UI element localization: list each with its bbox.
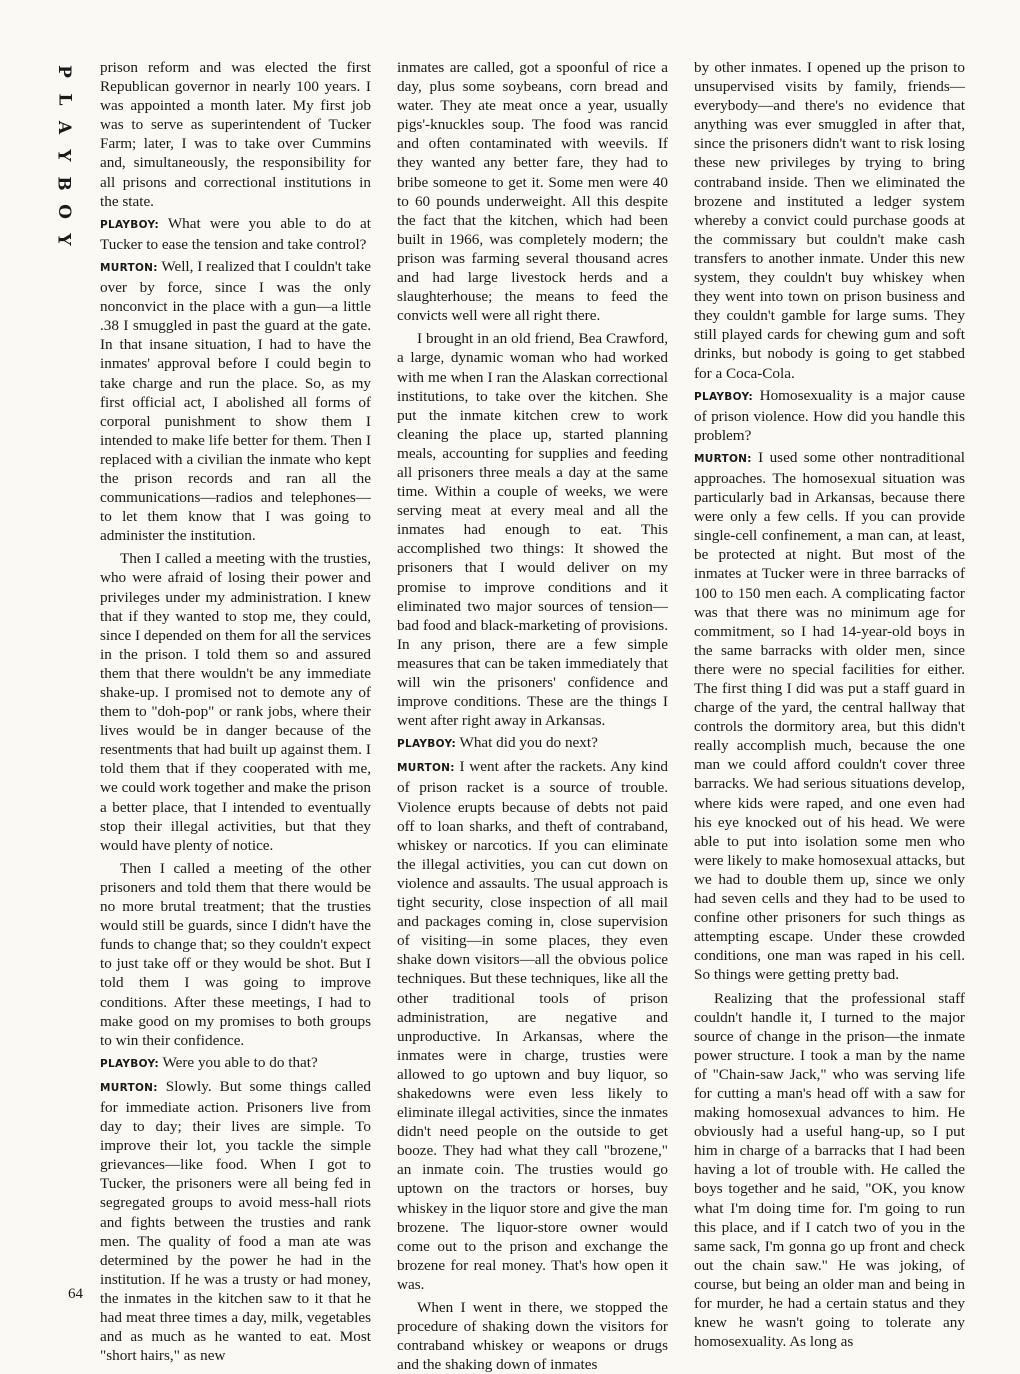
speaker-label: MURTON: [397,762,455,775]
magazine-letter: Y [53,149,74,163]
text-column-1 [100,58,372,1365]
magazine-letter: P [53,65,74,79]
paragraph [397,757,668,1294]
paragraph-text: Were you able to do that? [162,1053,318,1071]
paragraph-text: I went after the rackets. Any kind of prison racket is a source of trouble. Violence erupts because of debts not paid off to loan sharks, and theft of contraband, whiskey or narcotics. If you can eliminate the illegal activities, you can cut down on violence and assaults. The usual approach is tight security, close inspection of all mail and packages coming in, close supervision of visiting—in some places, they even shake down visitors—all the obvious police techniques. But these techniques, like all the other traditional tools of prison administration, are negative and unproductive. In Arkansas, where the inmates were in charge, trusties were allowed to go uptown and buy liquor, so shakedowns were even less likely to eliminate illegal activities, since the inmates didn't need people on the outside to get booze. They had what they call "brozene," an inmate coin. The trusties would go uptown on the tractors or horses, buy whiskey in the liquor store and give the man brozene. The liquor-store owner would come out to the prison and exchange the brozene for real money. That's how open it was. [397,758,669,1293]
paragraph-text: When I went in there, we stopped the procedure of shaking down the visitors for contraband whiskey or weapons or drugs and the shaking down of inmates [397,1299,668,1374]
magazine-letter: B [54,176,74,192]
paragraph [694,448,965,985]
paragraph-text: I used some other nontraditional approaches. The homosexual situation was particularly bad in Arkansas, because there were only a few cells. If you can provide single-cell confinement, a man can, at least, be protected at night. But most of the inmates at Tucker were in three barracks of 100 to 150 men each. A complicating factor was that there was no minimum age for commitment, so I had 14-year-old boys in the same barracks with older men, since there were no special facilities for either. The first thing I did was put a staff guard in charge of the yard, the central hallway that controls the dormitory area, but this didn't really accomplish much, because the one man we could afford couldn't cover three barracks. We had serious situations develop, where kids were raped, and one even had his eye knocked out of his head. We were able to put into isolation some men who were likely to make homosexual attacks, but we had to double them up, since we only had seven cells and they had to be used to confine other prisoners for such things as attempting escape. Under these crowded conditions, one man was raped in his cell. So things were getting pretty bad. [694,448,965,984]
paragraph [694,989,965,1352]
paragraph-text: by other inmates. I opened up the prison to unsupervised visits by family, friends—everybody—and there's no evidence that anything was ever smuggled in after that, since the prisoners didn't want to risk losing these new privileges by trying to bring contraband inside. Then we eliminated the brozene and instituted a ledger system whereby a convict could purchase goods at the commissary but couldn't make cash transfers to another inmate. Under this new system, they couldn't buy whiskey when they went into town on prison business and they couldn't gamble for large sums. They still played cards for chewing gum and soft drinks, but nobody is going to get stabbed for a Coca-Cola. [694,59,965,382]
speaker-label: PLAYBOY: [100,218,159,231]
article-body [100,58,966,1374]
paragraph-text: I brought in an old friend, Bea Crawford, a large, dynamic woman who had worked with me when I ran the Alaskan correctional institutions, to take over the kitchen. She put the inmate kitchen crew to work cleaning the place up, started planning meals, accounting for supplies and feeding all prisoners three meals a day at the same time. Within a couple of weeks, we were serving meat at every meal and all the inmates had enough to eat. This accomplished two things: It showed the prisoners that I would deliver on my promise to improve conditions and it eliminated two major sources of tension—bad food and black-marketing of provisions. In any prison, there are a few simple measures that can be taken immediately that will win the prisoners' confidence and improve conditions. These are the things I went after right away in Arkansas. [397,330,668,730]
magazine-letter: O [54,204,74,220]
paragraph-text: What did you do next? [459,734,598,752]
paragraph-text: prison reform and was elected the first Republican governor in nearly 100 years. I was appointed a month later. My first job was to serve as superintendent of Tucker Farm; later, I was to take over Cummins and, simultaneously, the responsibility for all prisons and correctional institutions in the state. [100,59,371,210]
paragraph [100,214,371,254]
text-column-3 [694,58,965,1351]
magazine-name-vertical [52,60,76,252]
speaker-label: MURTON: [100,261,158,274]
page-number: 64 [68,1286,83,1302]
magazine-letter: A [53,120,74,136]
paragraph-text: Then I called a meeting with the trusties, who were afraid of losing their power and privileges under my administration. I knew that if they wanted to stop me, they could, since I depended on them for all the services in the prison. I told them so and assured them that there wouldn't be any immediate shake-up. I promised not to demote any of them to "doh-pop" or rank jobs, where their lives would be in danger because of the resentments that had built up against them. I told them that if they cooperated with me, we could work together and make the prison a better place, that I intended to eventually stop their illegal activities, but that they would have plenty of notice. [100,550,371,854]
text-column-2 [397,58,669,1374]
paragraph-text: Homosexuality is a major cause of prison violence. How did you handle this problem? [694,386,965,444]
paragraph [100,1077,371,1365]
speaker-label: MURTON: [100,1081,158,1094]
paragraph-text: What were you able to do at Tucker to ease the tension and take control? [100,214,371,253]
paragraph [100,58,371,211]
paragraph [397,329,668,730]
paragraph [694,58,965,383]
paragraph-text: Then I called a meeting of the other prisoners and told them that there would be no more brutal treatment; that the trusties would still be guards, since I didn't have the funds to change that; so they couldn't expect to just take off or they would be shot. But I told them I was going to improve conditions. After these meetings, I had to make good on my promises to both groups to win their confidence. [100,859,371,1049]
paragraph-text: inmates are called, got a spoonful of rice a day, plus some soybeans, corn bread and water. They ate meat once a year, usually pigs'-knuckles soup. The food was rancid and often contaminated with weevils. If they wanted any better fare, they had to bribe someone to get it. Some men were 40 to 60 pounds underweight. All this despite the fact that the kitchen, which had been built in 1966, was completely modern; the prison was farming several thousand acres and had large livestock herds and a slaughterhouse; the means to feed the convicts well were all right there. [397,59,668,325]
paragraph [100,859,371,1050]
paragraph-text: Realizing that the professional staff couldn't handle it, I turned to the major source of change in the prison—the inmate power structure. I took a man by the name of "Chain-saw Jack," who was serving life for cutting a man's head off with a saw for making homosexual advances to him. He obviously had a useful hang-up, so I put him in charge of a barracks that I had been having a lot of trouble with. He called the boys together and he said, "OK, you know what I'm doing time for. I'm going to run this place, and if I catch two of you in the same sack, I'm gonna go up front and check out the chain saw." He was joking, of course, but being an older man and being in for murder, he had a certain status and they knew he wasn't going to tolerate any homosexuality. As long as [694,989,965,1351]
speaker-label: PLAYBOY: [397,738,456,751]
speaker-label: PLAYBOY: [100,1057,159,1070]
speaker-label: PLAYBOY: [694,390,753,403]
paragraph [397,58,668,325]
paragraph [100,1053,371,1074]
paragraph-text: Well, I realized that I couldn't take over by force, since I was the only nonconvict in the place with a gun—a little .38 I smuggled in past the guard at the gate. In that insane situation, I had to have the inmates' approval before I could begin to take charge and run the place. So, as my first official act, I abolished all forms of corporal punishment to show them I intended to make life better for them. Then I replaced with a civilian the inmate who kept the prison records and ran all the communications—radios and telephones—to let them know that I was going to administer the institution. [100,257,372,545]
speaker-label: MURTON: [694,452,752,465]
paragraph [397,1298,668,1374]
paragraph [694,386,965,445]
paragraph [397,733,668,754]
magazine-letter: L [53,93,74,107]
magazine-letter: Y [53,233,74,247]
paragraph-text: Slowly. But some things called for immediate action. Prisoners live from day to day; their lives are simple. To improve their lot, you tackle the simple grievances—like food. When I got to Tucker, the prisoners were all being fed in segregated groups to avoid mess-hall riots and fights between the trusties and rank men. The quality of food a man ate was determined by the power he had in the institution. If he was a trusty or had money, the inmates in the kitchen saw to it that he had meat three times a day, milk, vegetables and as much as he wanted to eat. Most "short hairs," as new [100,1077,371,1365]
paragraph [100,549,371,855]
paragraph [100,257,371,545]
